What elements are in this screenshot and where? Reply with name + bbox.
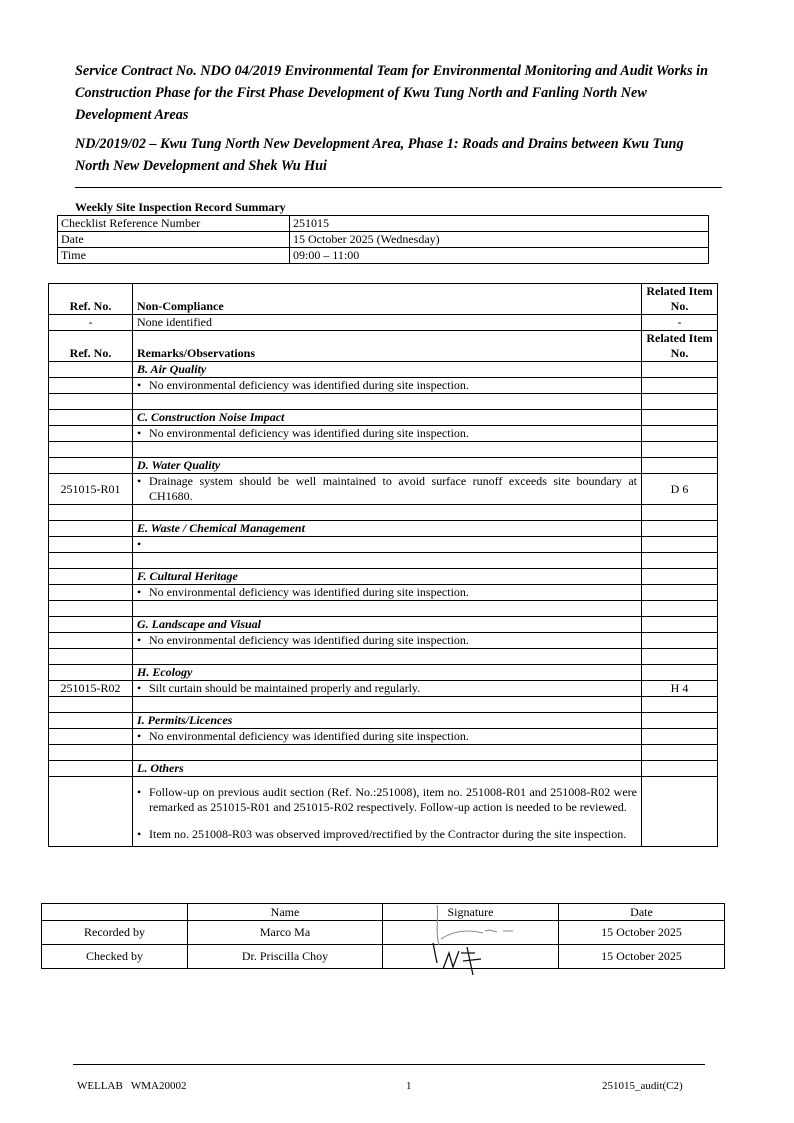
remark-item: D 6	[642, 474, 718, 505]
remark-text: Item no. 251008-R03 was observed improved/rectified by the Contractor during the site inspection.	[149, 827, 627, 841]
header-rule	[75, 187, 722, 188]
summary-value: 251015	[290, 216, 709, 232]
section-row-cultural-heritage	[49, 569, 718, 585]
bullet: •	[137, 474, 142, 488]
summary-value: 09:00 – 11:00	[290, 248, 709, 264]
section-title: B. Air Quality	[133, 362, 642, 378]
summary-label: Time	[58, 248, 290, 264]
contract-title: Service Contract No. NDO 04/2019 Environmental Team for Environmental Monitoring and Audit Works in Construction Phase for the First Phase Development of Kwu Tung North and Fanling North New Development Areas	[75, 63, 709, 123]
remark-text: Silt curtain should be maintained properly and regularly.	[149, 681, 421, 695]
col-date-header: Date	[559, 904, 725, 921]
bullet: •	[137, 585, 142, 599]
remark-text: No environmental deficiency was identified during site inspection.	[149, 633, 469, 647]
signoff-date: 15 October 2025	[559, 921, 725, 945]
blank-row	[49, 442, 718, 458]
footer-rule	[73, 1064, 705, 1065]
remark-row	[49, 585, 718, 601]
signoff-role: Recorded by	[42, 921, 188, 945]
section-row-noise	[49, 410, 718, 426]
summary-title: Weekly Site Inspection Record Summary	[75, 200, 286, 214]
summary-label: Date	[58, 232, 290, 248]
col-signature-header: Signature	[383, 904, 559, 921]
col-related-item-header: Related Item No.	[642, 284, 718, 315]
remark-row	[49, 729, 718, 745]
section-row-others	[49, 761, 718, 777]
summary-row	[58, 248, 709, 264]
remark-row	[49, 777, 718, 847]
summary-value: 15 October 2025 (Wednesday)	[290, 232, 709, 248]
remark-ref: 251015-R02	[49, 681, 133, 697]
remark-row	[49, 474, 718, 505]
summary-row	[58, 216, 709, 232]
signature-cell	[383, 945, 559, 969]
col-name-header: Name	[188, 904, 383, 921]
remark-text	[149, 537, 637, 552]
noncompliance-ref: -	[49, 315, 133, 331]
inspection-table	[48, 283, 718, 847]
page-number: 1	[406, 1080, 412, 1092]
section-title: H. Ecology	[133, 665, 642, 681]
remark-text: Drainage system should be well maintained to avoid surface runoff exceeds site boundary at CH1680.	[149, 474, 637, 503]
remark-row	[49, 681, 718, 697]
section-row-air-quality	[49, 362, 718, 378]
section-title: G. Landscape and Visual	[133, 617, 642, 633]
section-row-water-quality	[49, 458, 718, 474]
bullet: •	[137, 426, 142, 440]
summary-table	[57, 215, 709, 264]
signoff-row	[42, 945, 725, 969]
section-row-ecology	[49, 665, 718, 681]
remark-row	[49, 633, 718, 649]
col-ref-header: Ref. No.	[49, 331, 133, 362]
signoff-date: 15 October 2025	[559, 945, 725, 969]
section-title: E. Waste / Chemical Management	[133, 521, 642, 537]
signoff-role: Checked by	[42, 945, 188, 969]
footer-right: 251015_audit(C2)	[602, 1080, 683, 1092]
footer-left: WELLAB WMA20002	[77, 1080, 187, 1092]
signature-image	[425, 939, 515, 979]
section-title: C. Construction Noise Impact	[133, 410, 642, 426]
col-ref-header: Ref. No.	[49, 284, 133, 315]
section-row-landscape	[49, 617, 718, 633]
signoff-header-row	[42, 904, 725, 921]
bullet: •	[137, 827, 142, 841]
summary-row	[58, 232, 709, 248]
remark-item: H 4	[642, 681, 718, 697]
noncompliance-row	[49, 315, 718, 331]
blank-row	[49, 394, 718, 410]
section-title: F. Cultural Heritage	[133, 569, 642, 585]
remark-row	[49, 378, 718, 394]
col-noncompliance-header: Non-Compliance	[133, 284, 642, 315]
section-title: D. Water Quality	[133, 458, 642, 474]
section-title: L. Others	[133, 761, 642, 777]
remark-text: No environmental deficiency was identified during site inspection.	[149, 378, 469, 392]
project-title: ND/2019/02 – Kwu Tung North New Development Area, Phase 1: Roads and Drains between Kwu Tung North New Development and Shek Wu Hui	[75, 136, 684, 174]
summary-label: Checklist Reference Number	[58, 216, 290, 232]
section-row-permits	[49, 713, 718, 729]
blank-row	[49, 505, 718, 521]
bullet: •	[137, 785, 142, 799]
remark-text: No environmental deficiency was identified during site inspection.	[149, 729, 469, 743]
blank-row	[49, 745, 718, 761]
blank-row	[49, 697, 718, 713]
bullet: •	[137, 681, 142, 695]
remarks-header-row	[49, 331, 718, 362]
noncompliance-item: -	[642, 315, 718, 331]
signoff-row	[42, 921, 725, 945]
signoff-table	[41, 903, 725, 969]
section-row-waste	[49, 521, 718, 537]
remark-text: No environmental deficiency was identified during site inspection.	[149, 426, 469, 440]
remark-row	[49, 426, 718, 442]
section-title: I. Permits/Licences	[133, 713, 642, 729]
remark-text: No environmental deficiency was identified during site inspection.	[149, 585, 469, 599]
blank-row	[49, 649, 718, 665]
bullet: •	[137, 729, 142, 743]
bullet: •	[137, 378, 142, 392]
col-remarks-header: Remarks/Observations	[133, 331, 642, 362]
blank-row	[49, 601, 718, 617]
blank-row	[49, 553, 718, 569]
signature-cell	[383, 921, 559, 945]
signoff-name: Marco Ma	[188, 921, 383, 945]
noncompliance-desc: None identified	[133, 315, 642, 331]
remark-text: Follow-up on previous audit section (Ref. No.:251008), item no. 251008-R01 and 251008-R02 were remarked as 251015-R01 and 251015-R02 respectively. Follow-up action is needed to be reviewed.	[149, 785, 637, 814]
signoff-name: Dr. Priscilla Choy	[188, 945, 383, 969]
remark-ref: 251015-R01	[49, 474, 133, 505]
col-related-item-header: Related Item No.	[642, 331, 718, 362]
noncompliance-header-row	[49, 284, 718, 315]
document-header	[75, 60, 715, 184]
bullet: •	[137, 537, 142, 551]
remark-row	[49, 537, 718, 553]
bullet: •	[137, 633, 142, 647]
